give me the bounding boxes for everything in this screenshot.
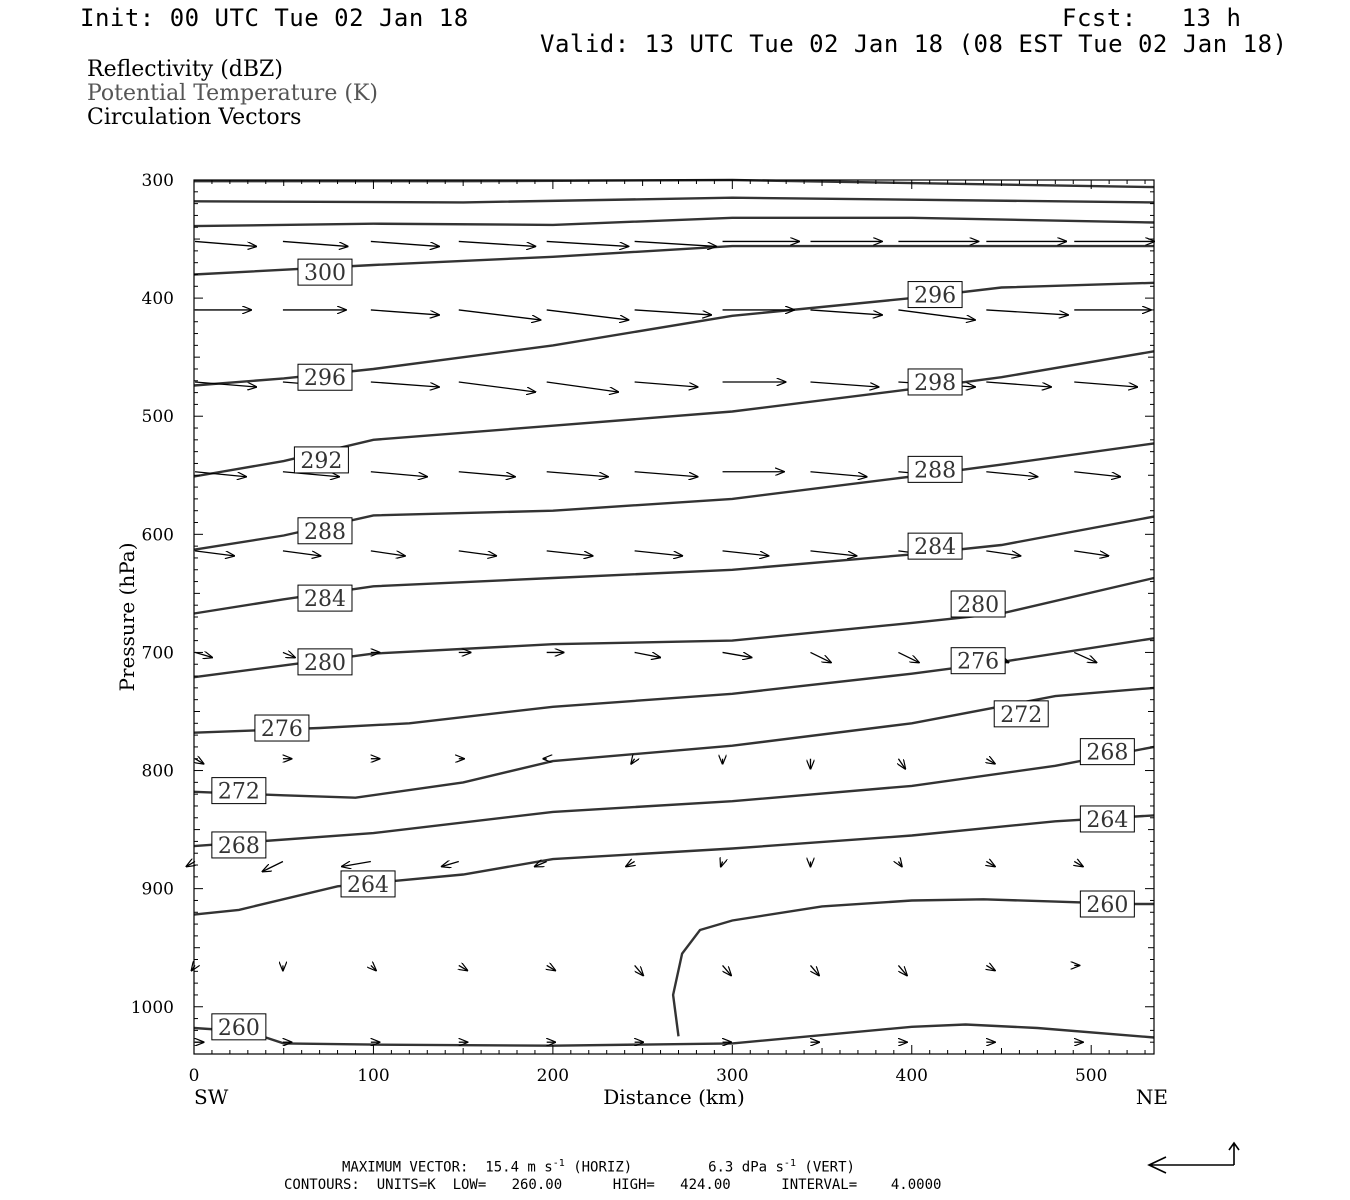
- contour-label-text: 288: [303, 519, 346, 545]
- contour-label: [1080, 739, 1134, 766]
- y-tick-label: 500: [141, 407, 174, 428]
- x-axis-label: Distance (km): [603, 1085, 745, 1109]
- circulation-vector: [283, 551, 320, 556]
- circulation-vector: [371, 551, 405, 556]
- y-tick-label: 900: [141, 879, 174, 900]
- circulation-vector: [898, 652, 918, 662]
- contour-label-text: 292: [300, 448, 343, 474]
- circulation-vector: [195, 241, 256, 246]
- circulation-vector: [263, 861, 283, 871]
- circulation-vector: [986, 759, 995, 764]
- max-vector-vertical-unit: (VERT): [795, 1159, 855, 1176]
- contour-label: [908, 533, 962, 560]
- circulation-vector: [810, 310, 881, 315]
- contour-label-text: 272: [217, 779, 260, 805]
- circulation-vector: [283, 241, 348, 246]
- circulation-vector: [1074, 551, 1108, 556]
- circulation-vector: [810, 382, 878, 387]
- circulation-vector: [635, 382, 698, 387]
- circulation-vector: [547, 965, 556, 970]
- valid-time: Valid: 13 UTC Tue 02 Jan 18 (08 EST Tue 02 Jan 18): [540, 30, 1288, 58]
- contour-label-text: 260: [1086, 893, 1129, 919]
- circulation-vector: [635, 965, 644, 975]
- contour-label: [341, 871, 395, 898]
- max-vector-vertical: 6.3 dPa s: [708, 1159, 784, 1176]
- circulation-vector: [898, 310, 975, 320]
- circulation-vector: [898, 759, 905, 769]
- contour-label-text: 296: [303, 366, 346, 392]
- contour-label-text: 296: [914, 283, 957, 309]
- max-vector-horizontal-exponent: -1: [552, 1158, 565, 1169]
- theta-contour-260: [194, 1025, 1154, 1046]
- circulation-vector: [547, 551, 593, 556]
- contour-label-text: 264: [347, 872, 390, 898]
- contour-label-text: 280: [957, 593, 1000, 619]
- contour-label-text: 264: [1086, 807, 1129, 833]
- contour-label: [908, 456, 962, 483]
- circulation-vector: [626, 861, 635, 866]
- max-vector-horizontal-unit: (HORIZ): [564, 1159, 633, 1176]
- circulation-vector: [810, 472, 866, 477]
- contour-label: [212, 778, 266, 805]
- circulation-vector: [986, 382, 1051, 387]
- contour-label: [951, 648, 1005, 675]
- contour-label: [298, 585, 352, 612]
- circulation-vector: [635, 310, 712, 315]
- circulation-vector: [635, 241, 717, 246]
- theta-contour-308: [194, 198, 1154, 203]
- circulation-vector: [810, 652, 830, 662]
- x-tick-label: 300: [716, 1066, 749, 1086]
- contour-label: [298, 649, 352, 676]
- contour-label-text: 280: [303, 650, 346, 676]
- forecast-hour: Fcst: 13 h: [1062, 4, 1242, 32]
- circulation-vector: [195, 652, 212, 657]
- x-tick-label: 200: [536, 1066, 570, 1086]
- y-tick-label: 400: [141, 289, 174, 310]
- contour-label: [294, 447, 348, 474]
- contour-label-text: 260: [217, 1015, 260, 1041]
- theta-contour-260: [673, 899, 1154, 1036]
- contour-label: [212, 832, 266, 859]
- contour-label-text: 276: [260, 717, 303, 743]
- x-tick-label: 400: [895, 1066, 928, 1086]
- circulation-vector: [986, 861, 995, 866]
- x-left-endpoint-label: SW: [194, 1085, 229, 1109]
- contour-label-text: 284: [303, 587, 346, 613]
- contour-label-text: 272: [1000, 702, 1043, 728]
- contour-label: [298, 364, 352, 391]
- circulation-vector: [723, 965, 732, 975]
- contour-label-text: 268: [1086, 740, 1129, 766]
- circulation-vector: [986, 965, 995, 970]
- circulation-vector: [547, 310, 629, 320]
- circulation-vector: [459, 310, 541, 320]
- circulation-vector: [723, 551, 769, 556]
- circulation-vector: [631, 759, 634, 764]
- circulation-vector: [371, 965, 376, 970]
- y-tick-label: 1000: [130, 997, 174, 1018]
- contour-label: [994, 701, 1048, 728]
- circulation-vector: [986, 551, 1020, 556]
- contour-label: [908, 369, 962, 396]
- circulation-vector: [547, 382, 618, 392]
- circulation-vector: [898, 861, 901, 866]
- circulation-vector: [1074, 472, 1120, 477]
- y-axis-label: Pressure (hPa): [115, 542, 139, 692]
- circulation-vector: [342, 861, 371, 866]
- contour-label-text: 300: [303, 261, 346, 287]
- circulation-vector: [635, 652, 661, 657]
- circulation-vector: [810, 551, 856, 556]
- circulation-vector: [459, 965, 468, 970]
- circulation-vector: [442, 861, 459, 866]
- y-tick-label: 700: [141, 643, 174, 664]
- contour-label: [298, 518, 352, 545]
- circulation-vector: [721, 861, 723, 866]
- max-vector-horizontal: MAXIMUM VECTOR: 15.4 m s: [342, 1159, 553, 1176]
- contour-label-text: 268: [217, 833, 260, 859]
- circulation-vector: [810, 965, 819, 975]
- circulation-vector: [1074, 652, 1096, 662]
- y-tick-label: 800: [141, 761, 174, 782]
- contour-label-text: 284: [914, 535, 957, 561]
- circulation-vector: [459, 551, 496, 556]
- x-tick-label: 500: [1074, 1066, 1108, 1086]
- contour-label: [298, 259, 352, 286]
- max-vector-vertical-exponent: -1: [783, 1158, 796, 1169]
- circulation-vector: [195, 551, 234, 556]
- circulation-vector: [547, 241, 629, 246]
- circulation-vector: [1074, 382, 1137, 387]
- contour-label: [951, 591, 1005, 618]
- contour-label-text: 298: [914, 370, 957, 396]
- circulation-vector: [459, 241, 536, 246]
- x-tick-label: 100: [357, 1066, 390, 1086]
- contour-label-text: 288: [914, 458, 957, 484]
- x-right-endpoint-label: NE: [1135, 1085, 1168, 1109]
- x-tick-label: 0: [188, 1066, 200, 1086]
- init-time: Init: 00 UTC Tue 02 Jan 18: [80, 4, 469, 32]
- circulation-vector: [986, 472, 1037, 477]
- circulation-vector: [371, 241, 439, 246]
- circulation-vector: [283, 652, 295, 657]
- contour-label: [908, 282, 962, 309]
- legend-circulation-vectors: Circulation Vectors: [87, 105, 302, 130]
- circulation-vector: [459, 472, 515, 477]
- circulation-vector: [371, 382, 439, 387]
- reference-vector-icon: [1149, 1143, 1239, 1173]
- contour-label-text: 276: [957, 649, 1000, 675]
- circulation-vector: [371, 472, 427, 477]
- circulation-vector: [1074, 861, 1083, 866]
- contours-caption: CONTOURS: UNITS=K LOW= 260.00 HIGH= 424.00 INTERVAL= 4.0000: [284, 1177, 942, 1193]
- contour-label: [212, 1014, 266, 1041]
- circulation-vector: [723, 652, 752, 657]
- legend-reflectivity: Reflectivity (dBZ): [87, 57, 283, 82]
- circulation-vector: [635, 472, 698, 477]
- y-tick-label: 600: [141, 525, 174, 546]
- legend-potential-temperature: Potential Temperature (K): [87, 81, 378, 106]
- max-vector-caption: [342, 1158, 855, 1176]
- circulation-vector: [547, 472, 608, 477]
- circulation-vector: [986, 310, 1068, 315]
- circulation-vector: [371, 310, 439, 315]
- contour-labels-layer: [212, 259, 1134, 1041]
- circulation-vector: [459, 382, 536, 392]
- y-tick-label: 300: [141, 171, 174, 191]
- theta-contour-304: [194, 218, 1154, 226]
- circulation-vector: [635, 551, 683, 556]
- contour-label: [1080, 891, 1134, 918]
- circulation-vector: [195, 759, 204, 764]
- contour-label: [1080, 806, 1134, 833]
- contour-label: [255, 715, 309, 742]
- circulation-vector: [898, 965, 907, 975]
